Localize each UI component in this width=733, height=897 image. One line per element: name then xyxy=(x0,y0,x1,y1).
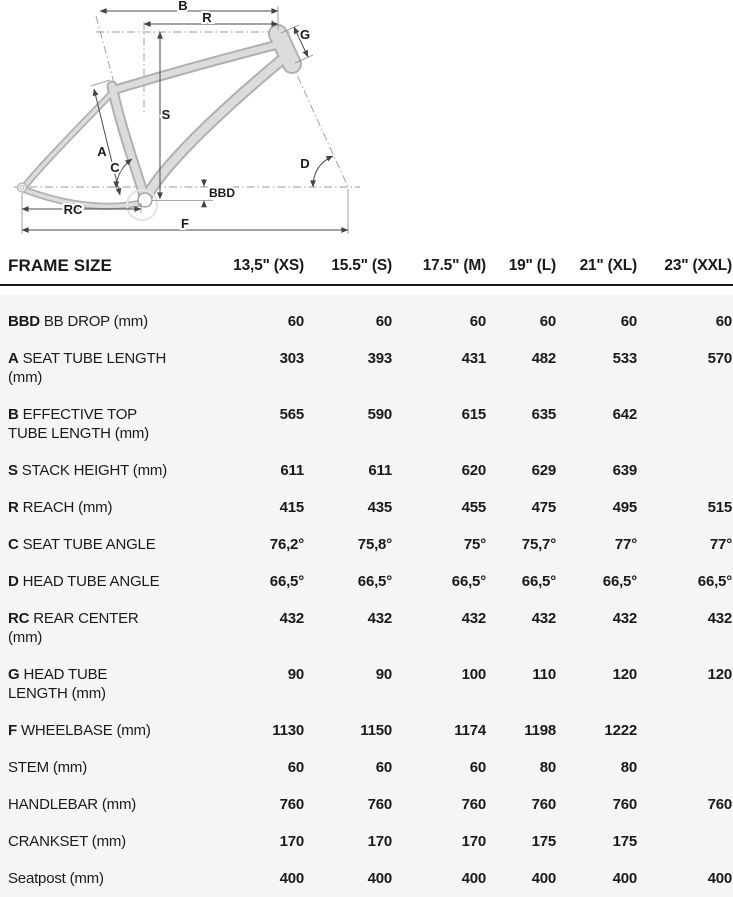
row-label-text: SEAT TUBE ANGLE xyxy=(22,536,156,553)
row-label-text: STACK HEIGHT (mm) xyxy=(21,462,167,479)
spec-value: 175 xyxy=(531,833,556,850)
row-prefix: R xyxy=(8,499,19,516)
frame-size-heading: FRAME SIZE xyxy=(8,256,112,275)
spec-value: 393 xyxy=(367,350,392,367)
bottom-bracket xyxy=(138,193,152,207)
spec-value: 515 xyxy=(707,499,732,516)
row-prefix: G xyxy=(8,666,20,683)
spec-value: 77° xyxy=(709,536,732,553)
row-label xyxy=(0,712,216,749)
spec-value: 432 xyxy=(279,610,304,627)
spec-value: 170 xyxy=(279,833,304,850)
spec-value: 565 xyxy=(279,406,304,423)
row-label-text: EFFECTIVE TOP TUBE LENGTH (mm) xyxy=(8,406,149,442)
table-row xyxy=(0,303,733,340)
spec-value: 590 xyxy=(367,406,392,423)
label-d: D xyxy=(300,156,310,171)
row-prefix: A xyxy=(8,350,19,367)
row-label xyxy=(0,749,216,786)
spec-value xyxy=(638,712,733,749)
spec-value: 760 xyxy=(461,796,486,813)
label-g: G xyxy=(299,27,311,42)
spec-value: 60 xyxy=(375,759,392,776)
spec-value: 60 xyxy=(469,313,486,330)
row-label-text: BB DROP (mm) xyxy=(43,313,148,330)
spec-value: 175 xyxy=(612,833,637,850)
spec-value: 400 xyxy=(531,870,556,887)
spec-value: 110 xyxy=(532,666,556,683)
spec-value: 170 xyxy=(367,833,392,850)
column-header-l: 19" (L) xyxy=(508,257,556,274)
spec-table-header xyxy=(0,240,733,286)
construction-lines xyxy=(14,16,360,199)
frame-fill xyxy=(23,34,292,206)
frame-geometry-diagram xyxy=(0,0,733,240)
table-row xyxy=(0,600,733,656)
spec-value: 760 xyxy=(612,796,637,813)
spec-value: 400 xyxy=(367,870,392,887)
spec-value: 170 xyxy=(461,833,486,850)
row-label xyxy=(0,452,216,489)
spec-value: 432 xyxy=(531,610,556,627)
row-prefix: B xyxy=(8,406,19,423)
spec-value: 432 xyxy=(461,610,486,627)
table-row xyxy=(0,340,733,396)
spec-value: 620 xyxy=(461,462,486,479)
spec-value: 60 xyxy=(469,759,486,776)
label-b: B xyxy=(178,0,188,13)
spec-value: 400 xyxy=(612,870,637,887)
table-row xyxy=(0,712,733,749)
spec-value: 60 xyxy=(375,313,392,330)
spec-value: 642 xyxy=(612,406,637,423)
table-row xyxy=(0,452,733,489)
spec-value: 400 xyxy=(461,870,486,887)
spec-value: 66,5° xyxy=(697,573,732,590)
row-label xyxy=(0,786,216,823)
row-label-text: Seatpost (mm) xyxy=(8,870,104,887)
spec-value: 90 xyxy=(287,666,304,683)
spec-value: 75° xyxy=(463,536,486,553)
spec-value: 760 xyxy=(367,796,392,813)
spec-value: 629 xyxy=(531,462,556,479)
row-prefix: BBD xyxy=(8,313,40,330)
spec-value xyxy=(638,749,733,786)
spec-value: 66,5° xyxy=(451,573,486,590)
spec-value xyxy=(638,396,733,452)
spec-value: 1150 xyxy=(360,722,392,739)
row-label xyxy=(0,860,216,897)
spec-table-body xyxy=(0,295,733,897)
spec-value: 432 xyxy=(612,610,637,627)
spec-value: 75,8° xyxy=(357,536,392,553)
spec-value: 615 xyxy=(461,406,486,423)
table-row xyxy=(0,786,733,823)
spec-value: 431 xyxy=(461,350,486,367)
spec-value: 66,5° xyxy=(521,573,556,590)
row-label xyxy=(0,303,216,340)
spec-value: 66,5° xyxy=(602,573,637,590)
row-label xyxy=(0,489,216,526)
table-row xyxy=(0,526,733,563)
table-row xyxy=(0,656,733,712)
table-row xyxy=(0,563,733,600)
spec-value: 120 xyxy=(707,666,732,683)
spec-value: 432 xyxy=(367,610,392,627)
table-row xyxy=(0,749,733,786)
row-label-text: WHEELBASE (mm) xyxy=(20,722,151,739)
spec-value: 455 xyxy=(461,499,486,516)
label-bbd: BBD xyxy=(209,186,235,200)
row-label xyxy=(0,526,216,563)
row-label xyxy=(0,656,216,712)
row-prefix: F xyxy=(8,722,17,739)
spec-value: 400 xyxy=(707,870,732,887)
seat-stay-fill xyxy=(24,94,111,187)
spec-value: 533 xyxy=(612,350,637,367)
spec-value: 1222 xyxy=(604,722,637,739)
spec-value: 80 xyxy=(620,759,637,776)
dim-d-head-angle-arc xyxy=(313,156,333,187)
table-row xyxy=(0,396,733,452)
label-rc: RC xyxy=(63,202,83,217)
spec-value: 76,2° xyxy=(269,536,304,553)
spec-value: 66,5° xyxy=(357,573,392,590)
table-row xyxy=(0,823,733,860)
header-row xyxy=(0,240,733,285)
row-label-text: HANDLEBAR (mm) xyxy=(8,796,137,813)
header-body-gap xyxy=(0,286,733,295)
row-label-text: REAR CENTER (mm) xyxy=(8,610,139,646)
row-label-text: STEM (mm) xyxy=(8,759,88,776)
spec-value: 611 xyxy=(280,462,304,479)
spec-table xyxy=(0,303,733,897)
row-label xyxy=(0,396,216,452)
label-r: R xyxy=(202,10,212,25)
spec-value: 120 xyxy=(612,666,637,683)
spec-value: 495 xyxy=(612,499,637,516)
spec-value: 432 xyxy=(707,610,732,627)
row-prefix: S xyxy=(8,462,18,479)
label-c: C xyxy=(110,160,120,175)
row-label xyxy=(0,340,216,396)
row-label-text: HEAD TUBE ANGLE xyxy=(22,573,160,590)
row-label-text: REACH (mm) xyxy=(22,499,113,516)
spec-value: 760 xyxy=(279,796,304,813)
row-label xyxy=(0,823,216,860)
row-label xyxy=(0,563,216,600)
spec-value: 760 xyxy=(531,796,556,813)
spec-value: 1174 xyxy=(454,722,486,739)
row-label-text: HEAD TUBE LENGTH (mm) xyxy=(8,666,108,702)
spec-value: 482 xyxy=(531,350,556,367)
spec-value: 90 xyxy=(375,666,392,683)
spec-value: 60 xyxy=(287,759,304,776)
spec-value: 415 xyxy=(279,499,304,516)
spec-value: 435 xyxy=(367,499,392,516)
spec-value: 635 xyxy=(531,406,556,423)
spec-value xyxy=(638,823,733,860)
spec-value: 639 xyxy=(612,462,637,479)
spec-value: 1198 xyxy=(524,722,556,739)
column-header-xl: 21" (XL) xyxy=(579,257,637,274)
label-s: S xyxy=(161,107,171,122)
spec-value: 760 xyxy=(707,796,732,813)
row-label-text: SEAT TUBE LENGTH (mm) xyxy=(8,350,167,386)
frame-diagram-svg xyxy=(0,0,733,240)
label-a: A xyxy=(97,144,107,159)
spec-value: 60 xyxy=(539,313,556,330)
spec-value: 400 xyxy=(279,870,304,887)
column-header-xxl: 23" (XXL) xyxy=(664,257,732,274)
spec-value: 75,7° xyxy=(521,536,556,553)
column-header-m: 17.5" (M) xyxy=(422,257,486,274)
row-prefix: RC xyxy=(8,610,30,627)
column-header-s: 15.5" (S) xyxy=(331,257,392,274)
spec-value: 60 xyxy=(620,313,637,330)
spec-value: 60 xyxy=(287,313,304,330)
table-row xyxy=(0,489,733,526)
spec-value: 77° xyxy=(614,536,637,553)
spec-rows xyxy=(0,303,733,897)
row-label xyxy=(0,600,216,656)
spec-value: 80 xyxy=(539,759,556,776)
spec-value: 303 xyxy=(279,350,304,367)
spec-value xyxy=(638,452,733,489)
table-row xyxy=(0,860,733,897)
spec-value: 570 xyxy=(707,350,732,367)
spec-value: 66,5° xyxy=(269,573,304,590)
spec-value: 60 xyxy=(715,313,732,330)
spec-value: 611 xyxy=(368,462,392,479)
row-prefix: D xyxy=(8,573,19,590)
label-f: F xyxy=(181,216,189,231)
row-prefix: C xyxy=(8,536,19,553)
rear-axle xyxy=(20,186,24,190)
column-header-xs: 13,5" (XS) xyxy=(233,257,304,274)
spec-value: 100 xyxy=(461,666,486,683)
spec-value: 475 xyxy=(531,499,556,516)
spec-value: 1130 xyxy=(272,722,304,739)
row-label-text: CRANKSET (mm) xyxy=(8,833,126,850)
